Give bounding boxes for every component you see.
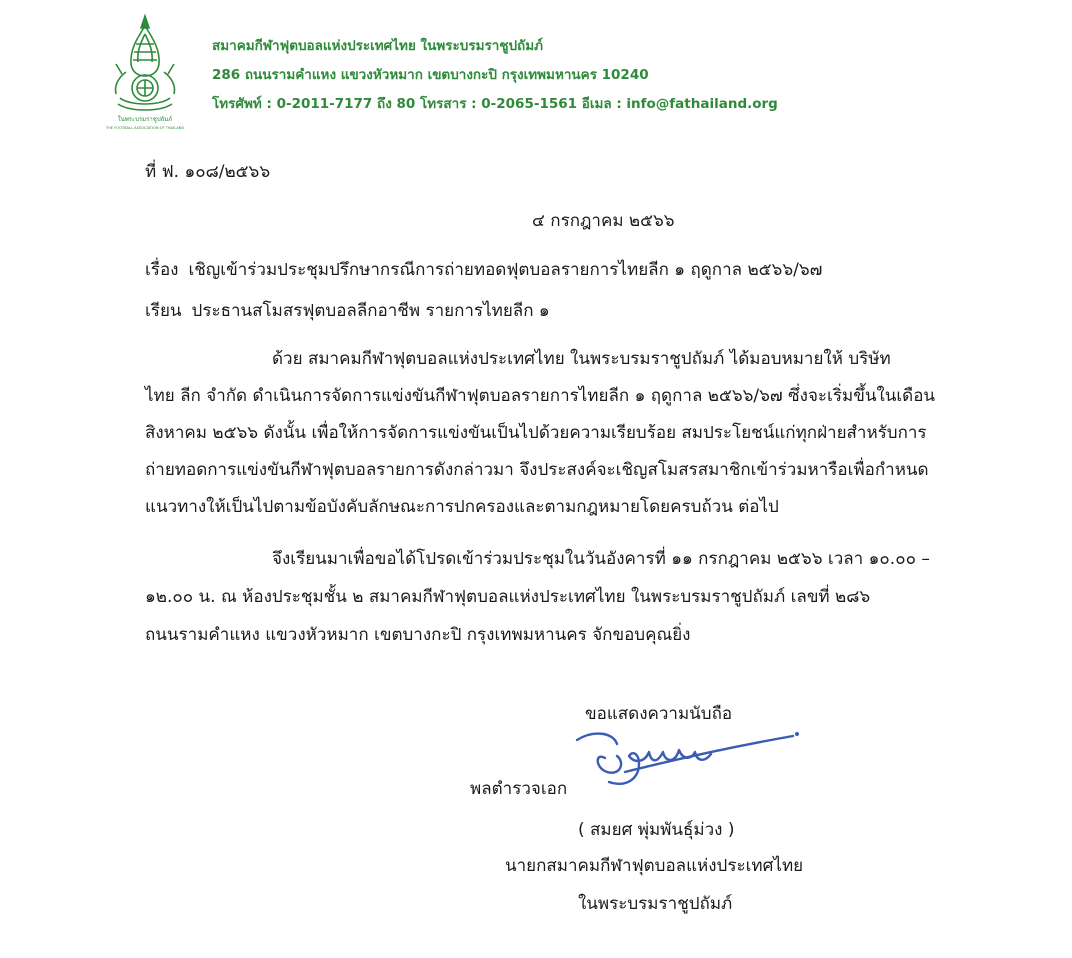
paragraph-2-line: ๑๒.๐๐ น. ณ ห้องประชุมชั้น ๒ สมาคมกีฬาฟุตบอลแห่งประเทศไทย ในพระบรมราชูปถัมภ์ เลขที่ ๒๘๖ <box>145 587 871 607</box>
signer-name: ( สมยศ พุ่มพันธุ์ม่วง ) <box>578 820 735 840</box>
email-link[interactable]: info@fathailand.org <box>626 96 778 112</box>
signer-title-patronage: ในพระบรมราชูปถัมภ์ <box>578 894 733 914</box>
org-name: สมาคมกีฬาฟุตบอลแห่งประเทศไทย ในพระบรมราชูปถัมภ์ <box>212 38 544 54</box>
paragraph-1-line: ไทย ลีก จำกัด ดำเนินการจัดการแข่งขันกีฬาฟุตบอลรายการไทยลีก ๑ ฤดูกาล ๒๕๖๖/๖๗ ซึ่งจะเริ่มขึ้นในเดือน <box>145 386 936 406</box>
subject-label: เรื่อง <box>145 260 179 280</box>
paragraph-1-line: สิงหาคม ๒๕๖๖ ดังนั้น เพื่อให้การจัดการแข่งขันเป็นไปด้วยความเรียบร้อย สมประโยชน์แก่ทุกฝ่ายสำหรับการ <box>145 423 927 443</box>
closing-salutation: ขอแสดงความนับถือ <box>585 704 733 724</box>
recipient-text: ประธานสโมสรฟุตบอลลีกอาชีพ รายการไทยลีก ๑ <box>191 301 550 321</box>
recipient-line <box>145 295 550 327</box>
signer-rank: พลตำรวจเอก <box>470 779 568 799</box>
subject-text: เชิญเข้าร่วมประชุมปรึกษากรณีการถ่ายทอดฟุตบอลรายการไทยลีก ๑ ฤดูกาล ๒๕๖๖/๖๗ <box>188 260 823 280</box>
svg-text:THE FOOTBALL ASSOCIATION OF TH: THE FOOTBALL ASSOCIATION OF THAILAND <box>105 126 185 130</box>
phone-label: โทรศัพท์ : <box>212 96 272 112</box>
paragraph-2-line: จึงเรียนมาเพื่อขอได้โปรดเข้าร่วมประชุมในวันอังคารที่ ๑๑ กรกฎาคม ๒๕๖๖ เวลา ๑๐.๐๐ – <box>272 549 930 569</box>
org-address: 286 ถนนรามคำแหง แขวงหัวหมาก เขตบางกะปิ กรุงเทพมหานคร 10240 <box>212 67 649 83</box>
signer-title: นายกสมาคมกีฬาฟุตบอลแห่งประเทศไทย <box>505 856 804 876</box>
paragraph-1-line: แนวทางให้เป็นไปตามข้อบังคับลักษณะการปกครองและตามกฎหมายโดยครบถ้วน ต่อไป <box>145 497 779 517</box>
paragraph-1-line: ถ่ายทอดการแข่งขันกีฬาฟุตบอลรายการดังกล่าวมา จึงประสงค์จะเชิญสโมสรสมาชิกเข้าร่วมหารือเพื่อกำหนด <box>145 460 929 480</box>
subject-line <box>145 254 822 286</box>
fax-label: โทรสาร : <box>419 96 477 112</box>
svg-text:ในพระบรมราชูปถัมภ์: ในพระบรมราชูปถัมภ์ <box>117 116 173 123</box>
email-label: อีเมล : <box>581 96 622 112</box>
phone-value: 0-2011-7177 ถึง 80 <box>276 96 416 112</box>
letterhead <box>100 14 1000 134</box>
fax-value: 0-2065-1561 <box>481 96 578 112</box>
fat-crest-icon <box>100 14 190 134</box>
paragraph-1-line: ด้วย สมาคมกีฬาฟุตบอลแห่งประเทศไทย ในพระบรมราชูปถัมภ์ ได้มอบหมายให้ บริษัท <box>272 349 891 369</box>
letter-date: ๔ กรกฎาคม ๒๕๖๖ <box>532 211 675 231</box>
org-contact <box>212 90 778 119</box>
letterhead-text <box>212 32 778 119</box>
paragraph-2-line: ถนนรามคำแหง แขวงหัวหมาก เขตบางกะปิ กรุงเทพมหานคร จักขอบคุณยิ่ง <box>145 625 691 645</box>
reference-number: ที่ ฟ. ๑๐๘/๒๕๖๖ <box>145 162 271 182</box>
recipient-label: เรียน <box>145 301 182 321</box>
signature <box>565 722 805 792</box>
